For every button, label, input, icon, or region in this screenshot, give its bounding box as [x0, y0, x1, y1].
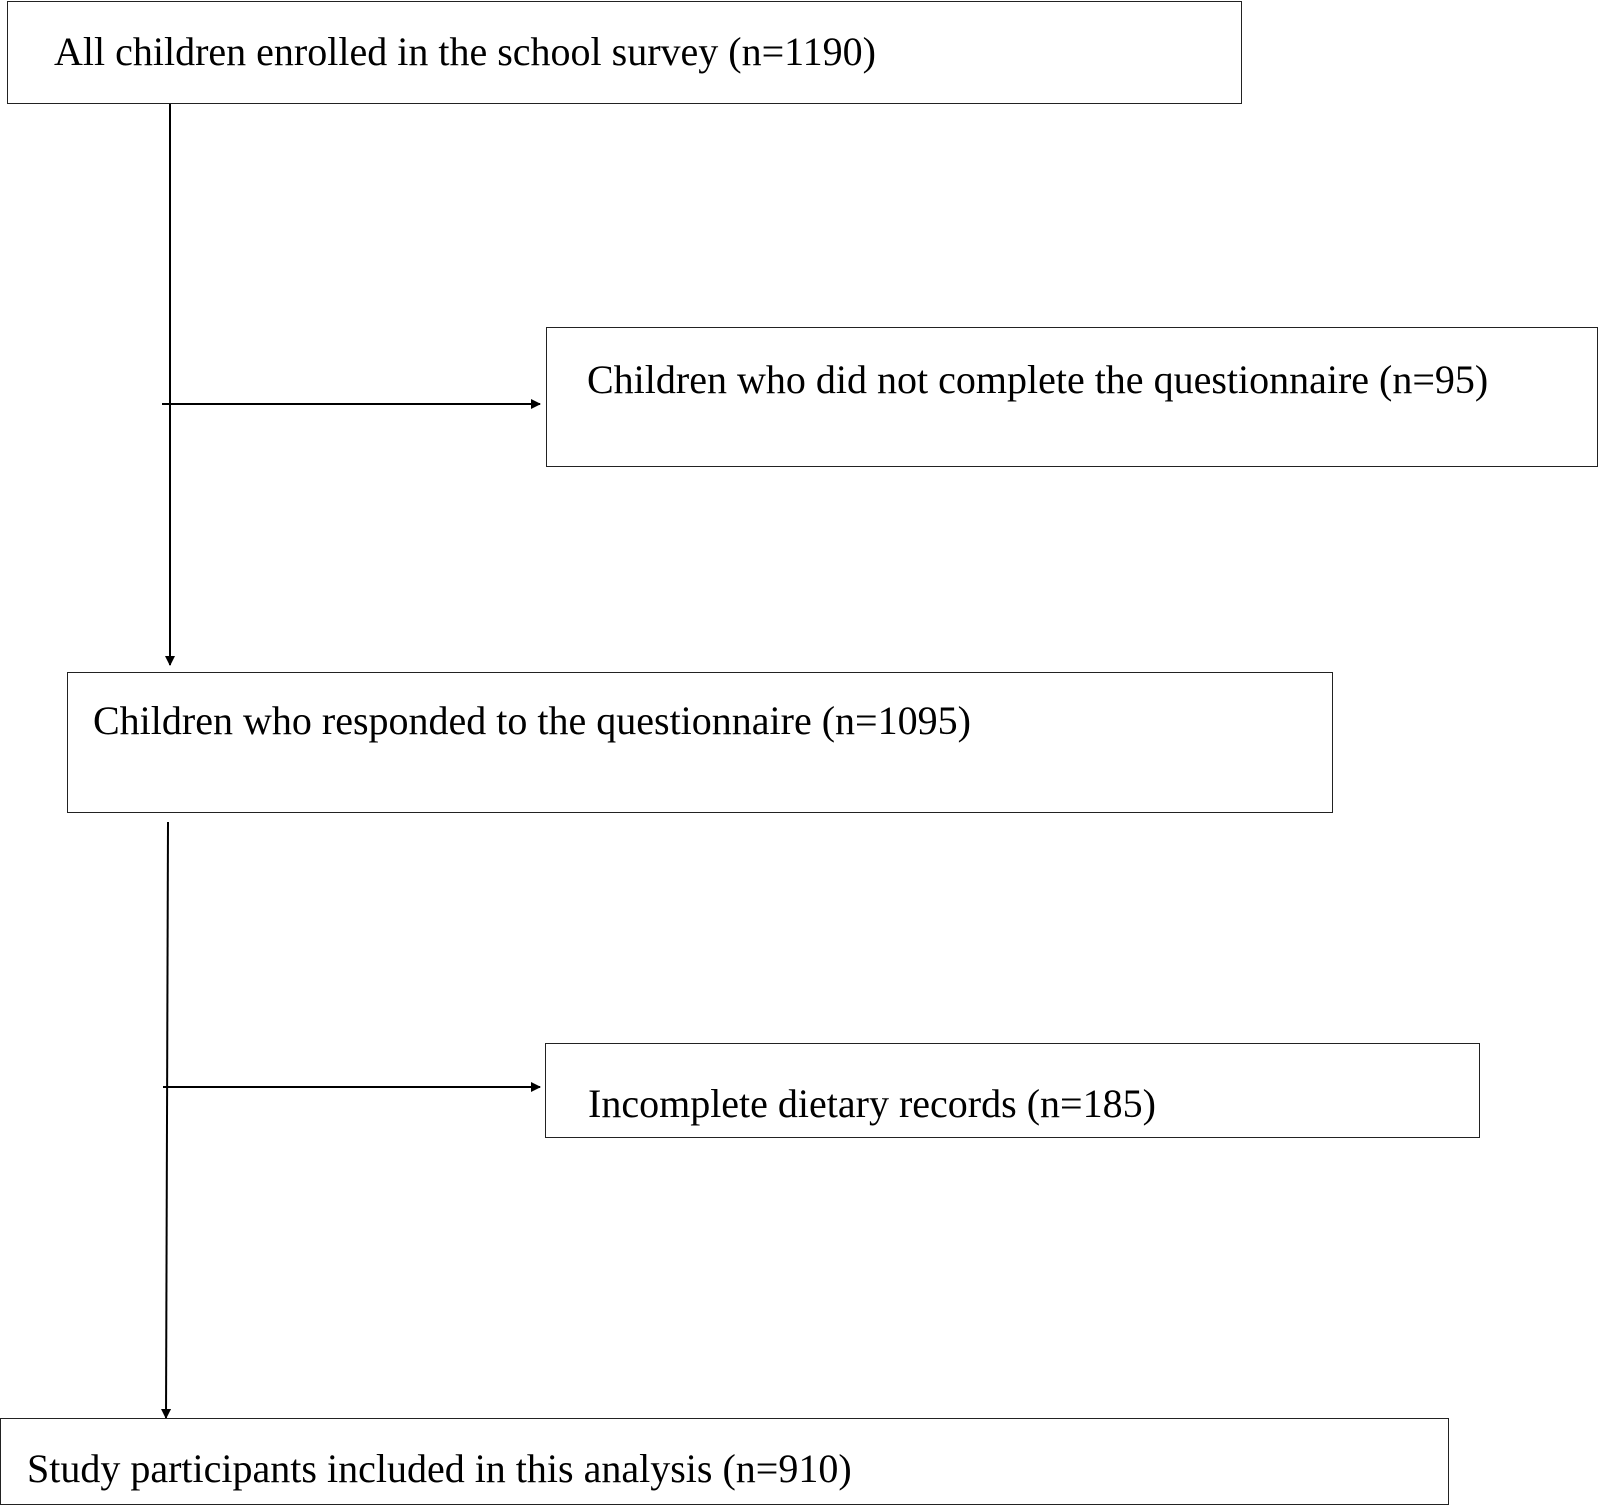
box-incomplete-dietary — [545, 1043, 1480, 1138]
arrow-responded-to-included — [166, 822, 168, 1418]
box-incomplete-dietary-label: Incomplete dietary records (n=185) — [588, 1081, 1156, 1126]
box-not-completed-label: Children who did not complete the questionnaire (n=95) — [587, 357, 1489, 402]
box-enrolled — [7, 1, 1242, 104]
box-responded — [67, 672, 1333, 813]
box-enrolled-label: All children enrolled in the school survey (n=1190) — [54, 29, 876, 74]
box-responded-label: Children who responded to the questionnaire (n=1095) — [93, 698, 971, 743]
box-included-label: Study participants included in this analysis (n=910) — [27, 1446, 852, 1491]
box-included — [0, 1418, 1449, 1505]
box-not-completed — [546, 327, 1598, 467]
